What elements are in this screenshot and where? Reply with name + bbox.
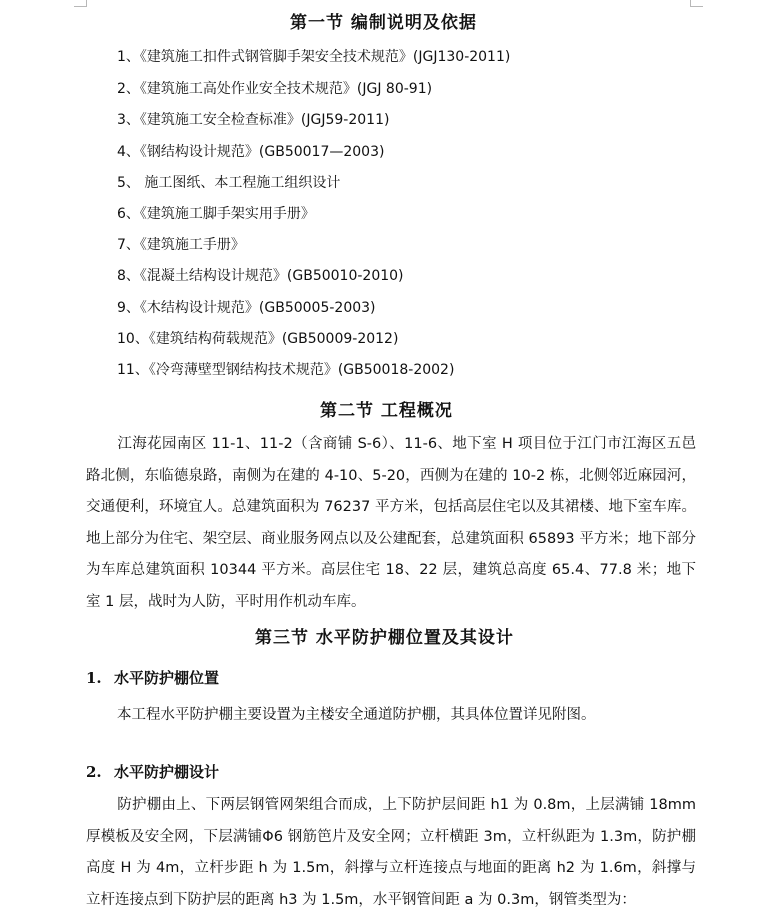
section3-title: 第三节 水平防护棚位置及其设计 <box>255 628 514 648</box>
section1-title: 第一节 编制说明及依据 <box>290 13 477 33</box>
subsection-1-text: 本工程水平防护棚主要设置为主楼安全通道防护棚，其具体位置详见附图。 <box>117 707 596 723</box>
project-overview-text: 江海花园南区 11-1、11-2（含商铺 S-6）、11-6、地下室 H 项目位于江门市江海区五邑路北侧，东临德泉路，南侧为在建的 4-10、5-20，西侧为在建的 10-2 栋，北侧邻近麻园河，交通便利，环境宜人。总建筑面积为 76237 平方米，包括高层住宅以及其裙楼、地下室车库。地上部分为住宅、架空层、商业服务网点以及公建配套，总建筑面积 65893 平方米；地下部分为车库总建筑面积 10344 平方米。高层住宅 18、22 层，建筑总高度 65.4、77.8 米；地下室 1 层，战时为人防，平时用作机动车库。 <box>86 436 696 610</box>
subsection-2-paragraph <box>86 790 696 916</box>
subsection-2-text: 防护棚由上、下两层钢管网架组合而成，上下防护层间距 h1 为 0.8m，上层满铺 18mm 厚模板及安全网，下层满铺Φ6 钢筋笆片及安全网；立杆横距 3m，立杆纵距为 1.3m，防护棚高度 H 为 4m，立杆步距 h 为 1.5m，斜撑与立杆连接点与地面的距离 h2 为 1.6m，斜撑与立杆连接点到下防护层的距离 h3 为 1.5m，水平钢管间距 a 为 0.3m，钢管类型为： <box>86 797 696 908</box>
reference-item-11: 11、《冷弯薄壁型钢结构技术规范》(GB50018-2002) <box>117 362 455 378</box>
reference-item-6: 6、《建筑施工脚手架实用手册》 <box>117 206 315 222</box>
margin-corner-mark-left <box>74 0 87 7</box>
subsection-1-title: 水平防护棚位置 <box>114 669 220 687</box>
reference-item-10: 10、《建筑结构荷载规范》(GB50009-2012) <box>117 331 399 347</box>
reference-item-7: 7、《建筑施工手册》 <box>117 237 245 253</box>
section2-title: 第二节 工程概况 <box>320 401 453 421</box>
reference-item-1: 1、《建筑施工扣件式钢管脚手架安全技术规范》(JGJ130-2011) <box>117 49 511 65</box>
subsection-2-title: 水平防护棚设计 <box>114 763 220 781</box>
reference-item-5: 5、 施工图纸、本工程施工组织设计 <box>117 175 341 191</box>
project-overview-paragraph <box>86 429 696 618</box>
reference-item-8: 8、《混凝土结构设计规范》(GB50010-2010) <box>117 268 404 284</box>
subsection-2-number: 2. <box>86 763 102 781</box>
reference-item-2: 2、《建筑施工高处作业安全技术规范》(JGJ 80-91) <box>117 81 433 97</box>
subsection-1-heading <box>86 667 219 688</box>
subsection-1-number: 1. <box>86 669 102 687</box>
subsection-2-heading <box>86 761 219 782</box>
margin-corner-mark-right <box>690 0 703 7</box>
reference-item-4: 4、《钢结构设计规范》(GB50017—2003) <box>117 144 385 160</box>
reference-item-9: 9、《木结构设计规范》(GB50005-2003) <box>117 300 376 316</box>
reference-item-3: 3、《建筑施工安全检查标准》(JGJ59-2011) <box>117 112 390 128</box>
